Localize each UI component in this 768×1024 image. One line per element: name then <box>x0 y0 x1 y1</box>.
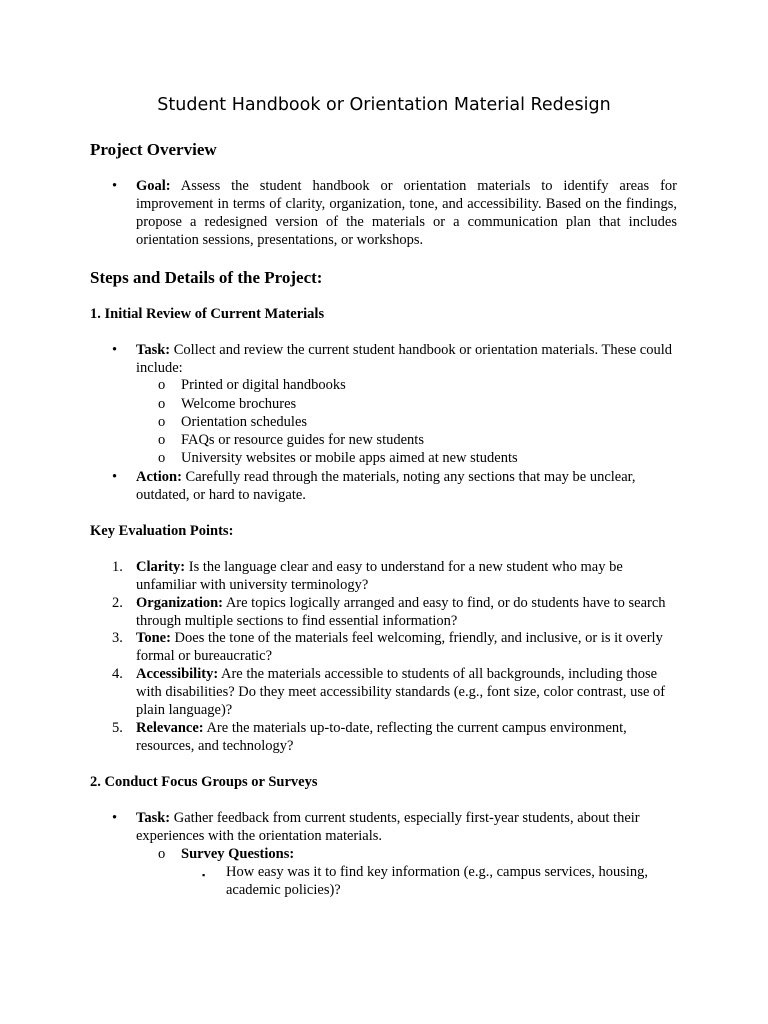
evaluation-point <box>136 629 677 665</box>
circle-marker: o <box>158 414 166 430</box>
step2-task-paragraph <box>136 809 677 845</box>
point-text: Does the tone of the materials feel welcoming, friendly, and inclusive, or is it overly formal or bureaucratic? <box>136 630 663 664</box>
number-marker: 5. <box>112 720 123 736</box>
evaluation-point <box>136 665 677 719</box>
step1-task-paragraph <box>136 341 677 377</box>
step2-heading: 2. Conduct Focus Groups or Surveys <box>90 774 318 790</box>
point-label: Accessibility: <box>136 666 219 682</box>
list-item: Welcome brochures <box>181 396 297 412</box>
project-overview-heading: Project Overview <box>90 140 217 159</box>
survey-question: How easy was it to find key information (e.g., campus services, housing, academic policies)? <box>226 864 649 898</box>
action-text: Carefully read through the materials, noting any sections that may be unclear, outdated, or hard to navigate. <box>136 469 636 503</box>
point-text: Are the materials accessible to students of all backgrounds, including those with disabilities? Do they meet accessibility standards (e.g., font size, color contrast, use of plain language)? <box>136 666 666 718</box>
bullet-marker: • <box>112 342 118 358</box>
number-marker: 1. <box>112 559 123 575</box>
task-label: Task: <box>136 342 171 358</box>
point-label: Tone: <box>136 630 171 646</box>
circle-marker: o <box>158 846 166 862</box>
evaluation-point <box>136 719 677 755</box>
number-marker: 3. <box>112 630 123 646</box>
point-label: Organization: <box>136 595 223 611</box>
goal-label: Goal: <box>136 178 171 194</box>
document-title: Student Handbook or Orientation Material Redesign <box>157 95 611 115</box>
goal-paragraph <box>136 177 677 249</box>
step1-action-paragraph <box>136 468 677 504</box>
evaluation-heading: Key Evaluation Points: <box>90 523 234 539</box>
circle-marker: o <box>158 396 166 412</box>
task-label: Task: <box>136 810 171 826</box>
goal-text: Assess the student handbook or orientation materials to identify areas for improvement in terms of clarity, organization, tone, and accessibility. Based on the findings, propose a redesigned version of the materials or a communication plan that includes orientation sessions, presentations, or workshops. <box>136 178 677 248</box>
bullet-marker: • <box>112 469 118 485</box>
list-item: University websites or mobile apps aimed at new students <box>181 450 518 466</box>
square-marker: ▪ <box>202 870 206 880</box>
steps-heading: Steps and Details of the Project: <box>90 268 323 287</box>
point-label: Relevance: <box>136 720 204 736</box>
bullet-marker: • <box>112 810 118 826</box>
point-label: Clarity: <box>136 559 186 575</box>
list-item: Printed or digital handbooks <box>181 377 346 393</box>
point-text: Is the language clear and easy to understand for a new student who may be unfamiliar with university terminology? <box>136 559 623 593</box>
bullet-marker: • <box>112 178 118 194</box>
task-text: Gather feedback from current students, especially first-year students, about their experiences with the orientation materials. <box>136 810 640 844</box>
circle-marker: o <box>158 432 166 448</box>
point-text: Are the materials up-to-date, reflecting the current campus environment, resources, and technology? <box>136 720 627 754</box>
point-text: Are topics logically arranged and easy to find, or do students have to search through multiple sections to find essential information? <box>136 595 666 629</box>
evaluation-point <box>136 558 677 594</box>
circle-marker: o <box>158 450 166 466</box>
list-item: FAQs or resource guides for new students <box>181 432 424 448</box>
survey-label: Survey Questions: <box>181 846 295 862</box>
number-marker: 2. <box>112 595 123 611</box>
task-text: Collect and review the current student handbook or orientation materials. These could include: <box>136 342 672 376</box>
action-label: Action: <box>136 469 182 485</box>
survey-questions-label <box>181 845 681 863</box>
evaluation-point <box>136 594 677 630</box>
number-marker: 4. <box>112 666 123 682</box>
step1-heading: 1. Initial Review of Current Materials <box>90 306 325 322</box>
list-item: Orientation schedules <box>181 414 308 430</box>
circle-marker: o <box>158 377 166 393</box>
